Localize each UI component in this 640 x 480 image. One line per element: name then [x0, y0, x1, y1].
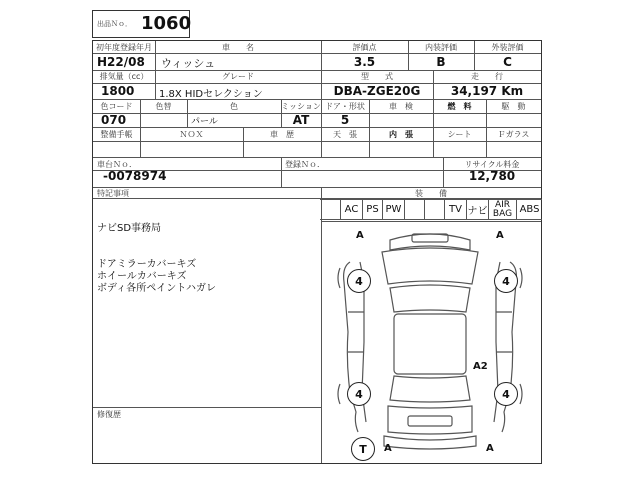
remarks-line: ナビSD事務局: [97, 223, 162, 234]
rear-window-outline: [390, 376, 470, 402]
lot-number-box: [92, 10, 190, 38]
doors-value: 5: [340, 113, 350, 127]
header-first-registration: 初年度登録年月: [96, 43, 152, 52]
car-name-value: ウィッシュ: [161, 57, 216, 70]
first-registration-value: H22/08: [97, 55, 145, 69]
score-value: 3.5: [353, 55, 376, 69]
header-seat: シート: [447, 130, 472, 139]
left-door-seams: [348, 312, 364, 352]
recycle-fee-value: 12,780: [468, 169, 516, 183]
rear-bumper-outline: [384, 436, 476, 449]
header-nox: ＮＯＸ: [179, 130, 204, 139]
mark-side: A2: [473, 361, 488, 372]
equipment-blank: [424, 199, 444, 220]
header-front-glass: Ｆガラス: [497, 130, 530, 139]
right-door-seams: [496, 312, 512, 352]
plate-outline: [408, 416, 452, 426]
tire-rear-left: 4: [347, 382, 371, 406]
car-condition-diagram: [320, 222, 540, 462]
header-color-family: 色替: [155, 102, 172, 111]
header-model: 型 式: [361, 72, 393, 81]
grille-outline: [412, 234, 448, 242]
mission-value: AT: [292, 113, 310, 127]
remarks-header: 特記事項: [97, 189, 129, 198]
divider: [93, 141, 541, 142]
equipment-airbag: [488, 199, 516, 220]
divider: [93, 407, 321, 408]
equipment-abs: ABS: [516, 199, 542, 220]
header-color-code: 色コード: [100, 102, 133, 111]
header-mileage: 走 行: [471, 72, 503, 81]
header-color: 色: [230, 102, 238, 111]
mileage-value: 34,197 Km: [450, 84, 524, 98]
tire-front-left: 4: [347, 269, 371, 293]
header-history: 車 歴: [270, 130, 294, 139]
mark-front-left: A: [356, 230, 364, 241]
divider: [281, 157, 282, 187]
header-score: 評価点: [352, 43, 377, 52]
mark-rear-right: A: [486, 443, 494, 454]
tire-rear-right: 4: [494, 382, 518, 406]
header-car-name: 車 名: [222, 43, 254, 52]
header-maintenance-manual: 整備手帳: [100, 130, 133, 139]
header-interior-grade: 内装評価: [425, 43, 457, 52]
chassis-number-value: -0078974: [103, 169, 167, 183]
lot-number: 1060: [141, 13, 192, 34]
remarks-line: ドアミラーカバーキズ: [97, 259, 197, 270]
remarks-line: ボディ各所ペイントハガレ: [97, 283, 216, 294]
header-displacement: 排気量（cc）: [99, 72, 149, 81]
interior-grade-value: B: [436, 55, 446, 69]
equipment-header: 装 備: [415, 189, 447, 198]
header-fuel: 燃 料: [447, 102, 472, 111]
header-interior-trim: 内 張: [389, 130, 413, 139]
equipment-navi: ナビ: [466, 199, 488, 220]
equipment-ac: AC: [340, 199, 362, 220]
header-vehicle-inspection: 車 検: [389, 102, 413, 111]
header-headliner: 天 張: [333, 130, 357, 139]
header-recycle-fee: リサイクル料金: [464, 160, 520, 169]
model-value: DBA-ZGE20G: [333, 84, 421, 98]
equipment-ps: PS: [362, 199, 382, 220]
rear-circle-mark: T: [351, 437, 375, 461]
hood-outline: [382, 248, 478, 284]
divider: [93, 157, 541, 158]
equipment-blank: [404, 199, 424, 220]
airbag-line1: AIR: [494, 199, 511, 210]
header-doors: ドア・形状: [325, 102, 365, 111]
grade-value: 1.8X HIDセレクション: [159, 89, 263, 100]
equipment-pw: PW: [382, 199, 404, 220]
roof-outline: [394, 314, 466, 374]
remarks-line: ホイールカバーキズ: [97, 271, 187, 282]
exterior-grade-value: C: [503, 55, 512, 69]
equipment-tv: TV: [444, 199, 466, 220]
lot-label: 出品Ｎｏ．: [97, 20, 132, 28]
header-registration-number: 登録Ｎｏ．: [285, 160, 325, 169]
displacement-value: 1800: [101, 84, 135, 98]
mark-front-right: A: [496, 230, 504, 241]
header-drive: 駆 動: [501, 102, 526, 111]
header-mission: ミッション: [281, 102, 321, 111]
header-chassis-number: 車台Ｎｏ．: [97, 160, 137, 169]
airbag-line2: BAG: [492, 208, 513, 219]
repair-history-header: 修復歴: [97, 410, 121, 419]
divider: [93, 127, 541, 128]
tire-front-right: 4: [494, 269, 518, 293]
color-code-value: 070: [101, 113, 127, 127]
header-exterior-grade: 外装評価: [491, 43, 524, 52]
tailgate-outline: [388, 406, 472, 434]
windshield-outline: [390, 285, 470, 312]
header-grade: グレード: [222, 72, 254, 81]
color-value: パール: [191, 117, 218, 127]
mark-rear-left: A: [384, 443, 392, 454]
